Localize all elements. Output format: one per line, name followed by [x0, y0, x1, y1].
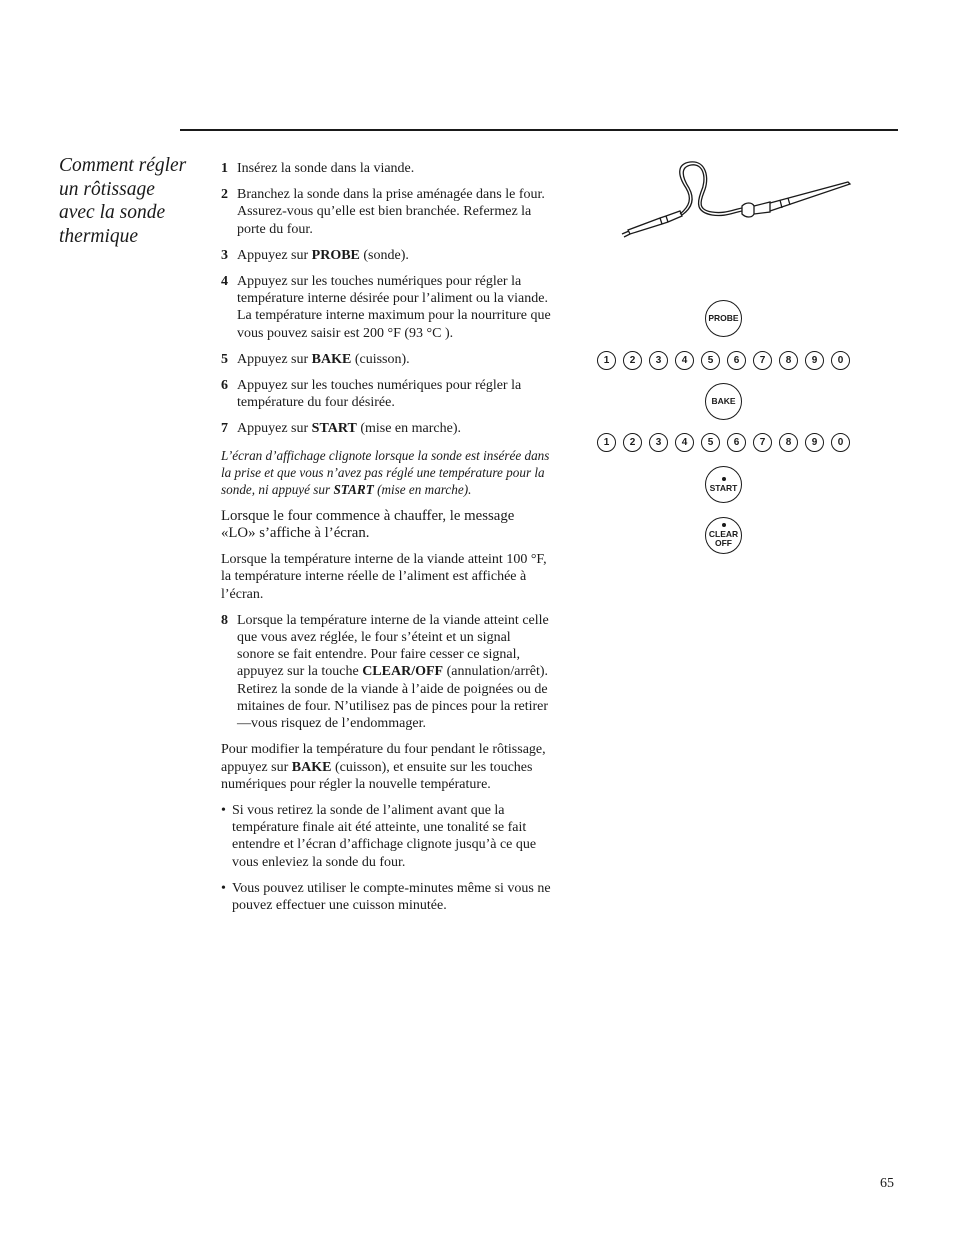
number-key-4[interactable]: 4: [675, 351, 694, 370]
number-key-8[interactable]: 8: [779, 433, 798, 452]
number-keys-row: [597, 433, 850, 452]
number-key-7[interactable]: 7: [753, 351, 772, 370]
number-key-8[interactable]: 8: [779, 351, 798, 370]
step-text: Lorsque la température interne de la viande atteint celle que vous avez réglée, le four s’éteint et un signal sonore se fait entendre. Pour faire cesser ce signal, appuyez sur la touche CLEAR/OFF (annulation/arrêt). Retirez la sonde de la viande à l’aide de poignées ou de mitaines de four. N’utilisez pas de pinces pour la retirer—vous risquez de l’endommager.: [237, 612, 549, 732]
bullet-text: Vous pouvez utiliser le compte-minutes même si vous ne pouvez effectuer une cuisson minutée.: [232, 880, 551, 913]
number-key-5[interactable]: 5: [701, 351, 720, 370]
step-1: [221, 160, 551, 177]
bullet-dot: •: [221, 802, 226, 818]
steps-list: [221, 160, 551, 438]
bullet-text: Si vous retirez la sonde de l’aliment avant que la température finale ait été atteinte, une tonalité se fait entendre et l’écran d’affichage clignote jusqu’à ce que vous enleviez la sonde du four.: [232, 802, 537, 870]
number-key-3[interactable]: 3: [649, 433, 668, 452]
step-text: Insérez la sonde dans la viande.: [237, 161, 415, 176]
number-key-5[interactable]: 5: [701, 433, 720, 452]
number-key-9[interactable]: 9: [805, 433, 824, 452]
instructions: [221, 160, 551, 923]
bullet-item: [221, 802, 551, 871]
step-3: [221, 247, 551, 264]
step-number: 2: [221, 187, 228, 203]
meat-probe-illustration: [620, 158, 860, 240]
number-key-7[interactable]: 7: [753, 433, 772, 452]
step-number: 6: [221, 378, 228, 394]
number-key-2[interactable]: 2: [623, 351, 642, 370]
section-title-line: un rôtissage: [59, 178, 155, 200]
number-key-0[interactable]: 0: [831, 433, 850, 452]
section-title-line: avec la sonde: [59, 202, 166, 223]
number-key-2[interactable]: 2: [623, 433, 642, 452]
step-6: [221, 377, 551, 411]
number-key-9[interactable]: 9: [805, 351, 824, 370]
step-number: 7: [221, 421, 228, 437]
step-text: Branchez la sonde dans la prise aménagée dans le four. Assurez-vous qu’elle est bien branchée. Refermez la porte du four.: [237, 187, 545, 237]
modify-temperature-paragraph: Pour modifier la température du four pendant le rôtissage, appuyez sur BAKE (cuisson), et ensuite sur les touches numériques pour régler la nouvelle température.: [221, 742, 546, 792]
bullet-dot: •: [221, 880, 226, 896]
step-2: [221, 186, 551, 238]
bake-key[interactable]: BAKE: [705, 383, 742, 420]
number-key-3[interactable]: 3: [649, 351, 668, 370]
step-text: Appuyez sur les touches numériques pour régler la température interne désirée pour l’aliment ou la viande. La température interne maximum pour la nourriture que vous pouvez saisir est 200 °F (93 °C ).: [237, 274, 551, 341]
header-rule: [180, 129, 898, 131]
probe-key[interactable]: PROBE: [705, 300, 742, 337]
step-number: 1: [221, 161, 228, 176]
indicator-light-icon: [722, 523, 726, 527]
step-text: Appuyez sur PROBE (sonde).: [237, 247, 409, 263]
step-8: [221, 612, 551, 732]
section-title: [59, 154, 194, 248]
indicator-light-icon: [722, 477, 726, 481]
step-text: Appuyez sur les touches numériques pour régler la température du four désirée.: [237, 378, 522, 411]
page-number: 65: [880, 1176, 894, 1191]
number-key-4[interactable]: 4: [675, 433, 694, 452]
temperature-display-paragraph: Lorsque la température interne de la viande atteint 100 °F, la température interne réelle de l’aliment est affichée à l’écran.: [221, 552, 547, 602]
number-key-6[interactable]: 6: [727, 433, 746, 452]
section-title-line: Comment régler: [59, 155, 187, 176]
number-key-6[interactable]: 6: [727, 351, 746, 370]
number-key-1[interactable]: 1: [597, 351, 616, 370]
section-title-line: thermique: [59, 225, 139, 247]
clear-off-key[interactable]: CLEAR OFF: [705, 517, 742, 554]
number-keys-row: [597, 351, 850, 370]
start-key[interactable]: START: [705, 466, 742, 503]
step-number: 4: [221, 274, 228, 290]
step-number: 8: [221, 612, 228, 628]
step-5: [221, 351, 551, 368]
italic-note: L’écran d’affichage clignote lorsque la sonde est insérée dans la prise et que vous n’avez pas réglé une température pour la sonde, ni appuyé sur START (mise en marche).: [221, 447, 550, 498]
step-number: 5: [221, 351, 228, 367]
step-4: [221, 273, 551, 342]
step-text: Appuyez sur BAKE (cuisson).: [237, 351, 410, 367]
step-text: Appuyez sur START (mise en marche).: [237, 421, 461, 437]
step-7: [221, 420, 551, 437]
number-key-1[interactable]: 1: [597, 433, 616, 452]
step-number: 3: [221, 247, 228, 263]
bullet-item: [221, 880, 551, 914]
number-key-0[interactable]: 0: [831, 351, 850, 370]
lo-message-paragraph: Lorsque le four commence à chauffer, le message «LO» s’affiche à l’écran.: [221, 507, 515, 542]
